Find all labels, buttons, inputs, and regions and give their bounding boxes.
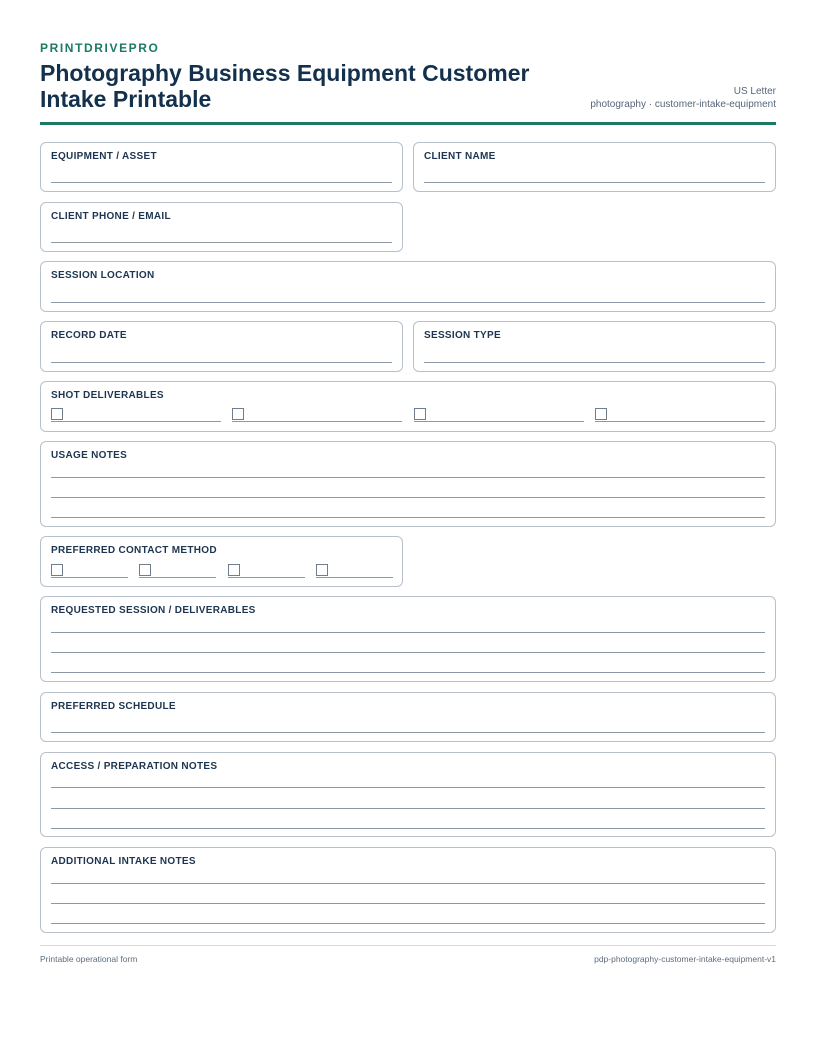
access-preparation-notes-label: ACCESS / PREPARATION NOTES [51, 761, 218, 772]
shot-deliverable-option-4 [595, 408, 765, 422]
page-title: Photography Business Equipment Customer Intake Printable [40, 60, 530, 112]
preferred-schedule-input-line[interactable] [51, 732, 765, 733]
preferred-schedule-field [40, 692, 776, 742]
record-date-input-line[interactable] [51, 362, 392, 363]
additional-notes-line-3[interactable] [51, 923, 765, 924]
preferred-contact-method-field [40, 536, 403, 587]
session-location-input-line[interactable] [51, 302, 765, 303]
shot-deliverables-label: SHOT DELIVERABLES [51, 390, 164, 401]
contact-method-checkbox-3[interactable] [228, 564, 240, 576]
footer-form-id: pdp-photography-customer-intake-equipment-v1 [594, 954, 776, 964]
client-name-input-line[interactable] [424, 182, 765, 183]
additional-notes-line-1[interactable] [51, 883, 765, 884]
contact-method-option-1 [51, 564, 128, 578]
session-type-label: SESSION TYPE [424, 330, 501, 341]
shot-deliverables-field [40, 381, 776, 432]
access-preparation-notes-field [40, 752, 776, 837]
contact-method-line-2[interactable] [139, 577, 216, 578]
header-rule [40, 122, 776, 125]
contact-method-option-3 [228, 564, 305, 578]
record-date-field [40, 321, 403, 372]
contact-method-checkbox-1[interactable] [51, 564, 63, 576]
shot-deliverable-checkbox-4[interactable] [595, 408, 607, 420]
usage-notes-line-2[interactable] [51, 497, 765, 498]
contact-method-line-3[interactable] [228, 577, 305, 578]
shot-deliverable-line-4[interactable] [595, 421, 765, 422]
equipment-asset-field [40, 142, 403, 192]
session-type-field [413, 321, 776, 372]
contact-method-option-2 [139, 564, 216, 578]
shot-deliverable-option-2 [232, 408, 402, 422]
document-meta [590, 85, 776, 111]
requested-session-line-2[interactable] [51, 652, 765, 653]
shot-deliverable-option-3 [414, 408, 584, 422]
record-date-label: RECORD DATE [51, 330, 127, 341]
requested-session-deliverables-field [40, 596, 776, 682]
shot-deliverable-option-1 [51, 408, 221, 422]
usage-notes-line-3[interactable] [51, 517, 765, 518]
client-phone-email-label: CLIENT PHONE / EMAIL [51, 211, 171, 222]
shot-deliverable-line-3[interactable] [414, 421, 584, 422]
requested-session-line-3[interactable] [51, 672, 765, 673]
contact-method-line-4[interactable] [316, 577, 393, 578]
session-type-input-line[interactable] [424, 362, 765, 363]
brand-name: PRINTDRIVEPRO [40, 41, 160, 55]
client-phone-email-field [40, 202, 403, 252]
usage-notes-line-1[interactable] [51, 477, 765, 478]
access-notes-line-3[interactable] [51, 828, 765, 829]
additional-notes-line-2[interactable] [51, 903, 765, 904]
shot-deliverable-checkbox-1[interactable] [51, 408, 63, 420]
access-notes-line-1[interactable] [51, 787, 765, 788]
contact-method-option-4 [316, 564, 393, 578]
usage-notes-field [40, 441, 776, 527]
usage-notes-label: USAGE NOTES [51, 450, 128, 461]
session-location-field [40, 261, 776, 312]
contact-method-checkbox-4[interactable] [316, 564, 328, 576]
preferred-contact-method-label: PREFERRED CONTACT METHOD [51, 545, 217, 556]
requested-session-deliverables-label: REQUESTED SESSION / DELIVERABLES [51, 605, 256, 616]
additional-intake-notes-label: ADDITIONAL INTAKE NOTES [51, 856, 196, 867]
category-label: photography · customer-intake-equipment [590, 99, 776, 110]
preferred-schedule-label: PREFERRED SCHEDULE [51, 701, 176, 712]
requested-session-line-1[interactable] [51, 632, 765, 633]
contact-method-line-1[interactable] [51, 577, 128, 578]
shot-deliverable-checkbox-2[interactable] [232, 408, 244, 420]
client-name-label: CLIENT NAME [424, 151, 496, 162]
equipment-asset-label: EQUIPMENT / ASSET [51, 151, 157, 162]
shot-deliverable-line-2[interactable] [232, 421, 402, 422]
session-location-label: SESSION LOCATION [51, 270, 155, 281]
client-name-field [413, 142, 776, 192]
shot-deliverable-line-1[interactable] [51, 421, 221, 422]
shot-deliverable-checkbox-3[interactable] [414, 408, 426, 420]
contact-method-checkbox-2[interactable] [139, 564, 151, 576]
footer-rule [40, 945, 776, 946]
client-phone-email-input-line[interactable] [51, 242, 392, 243]
paper-size: US Letter [733, 86, 776, 97]
footer-form-type: Printable operational form [40, 954, 138, 964]
access-notes-line-2[interactable] [51, 808, 765, 809]
additional-intake-notes-field [40, 847, 776, 933]
equipment-asset-input-line[interactable] [51, 182, 392, 183]
